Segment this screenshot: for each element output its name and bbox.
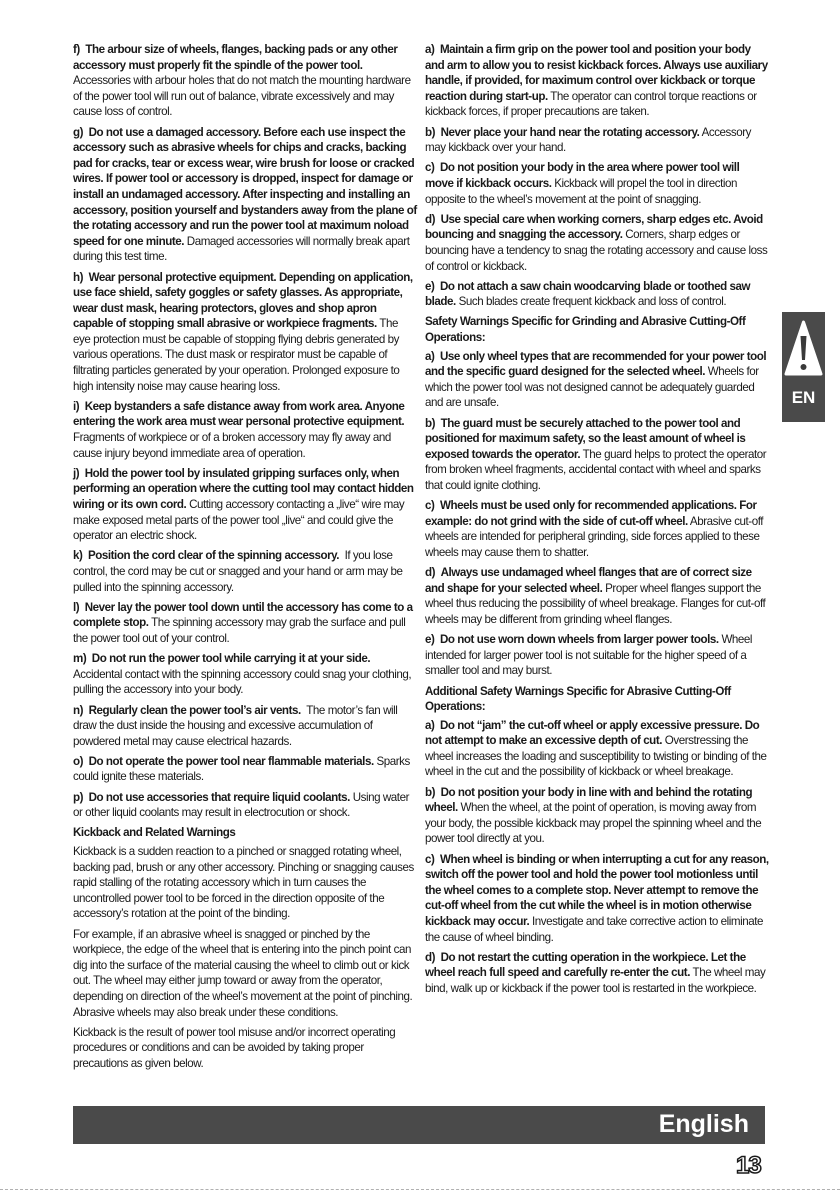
warning-bold-text: b) The guard must be securely attached to the power tool and positioned for maximum safety, so the least amount of wheel is exposed towards the operator. bbox=[425, 416, 746, 461]
warning-bold-text: d) Always use undamaged wheel flanges that are of correct size and shape for your selected wheel. bbox=[425, 566, 752, 595]
warning-bold-text: b) Do not position your body in line with and behind the rotating wheel. bbox=[425, 785, 753, 815]
warning-item bbox=[425, 416, 770, 494]
right-column bbox=[425, 42, 770, 1001]
warning-body-text: The operator can control torque reactions or kickback forces, if proper precautions are taken. bbox=[425, 89, 757, 119]
warning-bold-text: k) Position the cord clear of the spinning accessory. bbox=[73, 549, 340, 563]
footer-language: English bbox=[658, 1110, 749, 1138]
warning-bold-text: f) The arbour size of wheels, flanges, backing pads or any other accessory must properly fit the spindle of the power tool. bbox=[73, 43, 398, 72]
warning-item bbox=[425, 212, 770, 274]
warning-item bbox=[73, 790, 418, 821]
warning-body-text: Fragments of workpiece or of a broken accessory may fly away and cause injury beyond immediate area of operation. bbox=[73, 431, 391, 460]
warning-body-text: The spinning accessory may grab the surface and pull the power tool out of your control. bbox=[73, 616, 406, 645]
warning-body-text: Proper wheel flanges support the wheel thus reducing the possibility of wheel breakage. Flanges for cut-off wheels may be different from grinding wheel flanges. bbox=[425, 581, 766, 626]
warning-item bbox=[73, 42, 418, 120]
warning-body-text: Kickback is a sudden reaction to a pinched or snagged rotating wheel, backing pad, brush or any other accessory. Pinching or snagging causes rapid stalling of the rotating accessory which in turn causes the uncontrolled power tool to be forced in the direction opposite of the accessory’s rotation at the point of the binding. bbox=[73, 845, 414, 921]
warning-bold-text: Additional Safety Warnings Specific for Abrasive Cutting-Off Operations: bbox=[425, 684, 731, 714]
warning-item bbox=[73, 651, 418, 698]
warning-bold-text: l) Never lay the power tool down until the accessory has come to a complete stop. bbox=[73, 600, 413, 630]
warning-item bbox=[73, 270, 418, 395]
warning-bold-text: i) Keep bystanders a safe distance away from work area. Anyone entering the work area must wear personal protective equipment. bbox=[73, 399, 405, 429]
warning-item bbox=[425, 852, 770, 946]
warning-body-text: The motor’s fan will draw the dust inside the housing and excessive accumulation of powdered metal may cause electrical hazards. bbox=[73, 703, 398, 748]
warning-item bbox=[425, 160, 770, 207]
warning-item bbox=[425, 42, 770, 120]
warning-bold-text: c) Do not position your body in the area where power tool will move if kickback occurs. bbox=[425, 161, 740, 190]
warning-bold-text: p) Do not use accessories that require liquid coolants. bbox=[73, 790, 350, 804]
warning-bold-text: d) Do not restart the cutting operation in the workpiece. Let the wheel reach full speed and carefully re-enter the cut. bbox=[425, 950, 746, 980]
warning-item bbox=[425, 279, 770, 310]
warning-item bbox=[73, 466, 418, 544]
warning-body-text: Wheel intended for larger power tool is not suitable for the higher speed of a smaller tool and may burst. bbox=[425, 633, 753, 678]
section-heading bbox=[425, 314, 770, 345]
warning-body-text: Damaged accessories will normally break apart during this test time. bbox=[73, 234, 410, 264]
warning-bold-text: b) Never place your hand near the rotating accessory. bbox=[425, 125, 700, 139]
warning-bold-text: n) Regularly clean the power tool’s air vents. bbox=[73, 703, 301, 717]
warning-bold-text: o) Do not operate the power tool near flammable materials. bbox=[73, 754, 374, 768]
warning-body-text: Using water or other liquid coolants may result in electrocution or shock. bbox=[73, 790, 409, 820]
section-heading bbox=[425, 684, 770, 715]
warning-item bbox=[425, 125, 770, 156]
warning-bold-text: c) When wheel is binding or when interrupting a cut for any reason, switch off the power tool and hold the power tool motionless until the wheel comes to a complete stop. Never attempt to remove the cut-off wheel from the cut while the wheel is in motion otherwise kickback may occur. bbox=[425, 852, 769, 928]
warning-item bbox=[425, 498, 770, 560]
warning-bold-text: m) Do not run the power tool while carrying it at your side. bbox=[73, 652, 371, 666]
warning-body-text: Accessories with arbour holes that do not match the mounting hardware of the power tool will run out of balance, vibrate excessively and may cause loss of control. bbox=[73, 74, 411, 119]
warning-bold-text: Safety Warnings Specific for Grinding and Abrasive Cutting-Off Operations: bbox=[425, 315, 746, 345]
page-number: 13 bbox=[736, 1152, 761, 1179]
warning-bold-text: e) Do not attach a saw chain woodcarving blade or toothed saw blade. bbox=[425, 279, 751, 309]
body-paragraph bbox=[73, 844, 418, 922]
warning-body-text: Overstressing the wheel increases the loading and susceptibility to twisting or binding of the wheel in the cut and the possibility of kickback or wheel breakage. bbox=[425, 734, 767, 779]
warning-item bbox=[425, 950, 770, 997]
footer-bar bbox=[73, 1106, 765, 1144]
warning-body-text: Abrasive cut-off wheels are intended for peripheral grinding, side forces applied to these wheels may cause them to shatter. bbox=[425, 514, 764, 559]
warning-item bbox=[73, 548, 418, 595]
warning-item bbox=[73, 125, 418, 265]
warning-body-text: If you lose control, the cord may be cut or snagged and your hand or arm may be pulled into the spinning accessory. bbox=[73, 549, 403, 594]
warning-body-text: Corners, sharp edges or bouncing have a tendency to snag the rotating accessory and cause loss of control or kickback. bbox=[425, 228, 768, 273]
warning-item bbox=[425, 785, 770, 847]
warning-item bbox=[425, 718, 770, 780]
warning-body-text: Investigate and take corrective action to eliminate the cause of wheel binding. bbox=[425, 915, 763, 944]
warning-item bbox=[73, 600, 418, 647]
warning-item bbox=[73, 703, 418, 750]
warning-body-text: Accidental contact with the spinning accessory could snag your clothing, pulling the accessory into your body. bbox=[73, 667, 412, 697]
body-paragraph bbox=[73, 927, 418, 1021]
warning-bold-text: a) Maintain a firm grip on the power tool and position your body and arm to allow you to resist kickback forces. Always use auxiliary handle, if provided, for maximum control over kickback or torque reaction during start-up. bbox=[425, 43, 768, 103]
warning-body-text: Cutting accessory contacting a „live“ wire may make exposed metal parts of the power tool „live“ and could give the operator an electric shock. bbox=[73, 498, 405, 543]
body-paragraph bbox=[73, 1025, 418, 1072]
warning-bold-text: a) Do not “jam” the cut-off wheel or apply excessive pressure. Do not attempt to make an excessive depth of cut. bbox=[425, 718, 760, 748]
warning-bold-text: h) Wear personal protective equipment. Depending on application, use face shield, safety goggles or safety glasses. As appropriate, wear dust mask, hearing protectors, gloves and shop apron capable of stopping small abrasive or workpiece fragments. bbox=[73, 270, 413, 331]
warning-bold-text: j) Hold the power tool by insulated gripping surfaces only, when performing an operation where the cutting tool may contact hidden wiring or its own cord. bbox=[73, 466, 414, 511]
warning-body-text: For example, if an abrasive wheel is snagged or pinched by the workpiece, the edge of the wheel that is entering into the pinch point can dig into the surface of the material causing the wheel to climb out or kick out. The wheel may either jump toward or away from the operator, depending on direction of the wheel’s movement at the point of pinching. Abrasive wheels may also break under these conditions. bbox=[73, 927, 413, 1019]
warning-item bbox=[73, 754, 418, 785]
warning-bold-text: a) Use only wheel types that are recommended for your power tool and the specific guard designed for the selected wheel. bbox=[425, 349, 767, 379]
warning-body-text: Such blades create frequent kickback and loss of control. bbox=[455, 295, 727, 309]
warning-bold-text: g) Do not use a damaged accessory. Before each use inspect the accessory such as abrasive wheels for chips and cracks, backing pad for cracks, tear or excess wear, wire brush for loose or cracked wires. If power tool or accessory is dropped, inspect for damage or install an undamaged accessory. After inspecting and installing an accessory, position yourself and bystanders away from the plane of the rotating accessory and run the power tool at maximum noload speed for one minute. bbox=[73, 125, 417, 248]
warning-body-text: The guard helps to protect the operator from broken wheel fragments, accidental contact with wheel and sparks that could ignite clothing. bbox=[425, 447, 767, 492]
warning-body-text: Sparks could ignite these materials. bbox=[73, 754, 410, 784]
warning-body-text: The eye protection must be capable of stopping flying debris generated by various operations. The dust mask or respirator must be capable of filtrating particles generated by your operation. Prolonged exposure to high intensity noise may cause hearing loss. bbox=[73, 317, 400, 393]
side-tab-label: EN bbox=[791, 388, 816, 407]
warning-item bbox=[425, 632, 770, 679]
warning-bold-text: c) Wheels must be used only for recommended applications. For example: do not grind with the side of cut-off wheel. bbox=[425, 499, 757, 528]
warning-bold-text: e) Do not use worn down wheels from larger power tools. bbox=[425, 633, 719, 647]
warning-body-text: The wheel may bind, walk up or kickback if the power tool is restarted in the workpiece. bbox=[425, 966, 766, 995]
bottom-divider bbox=[0, 1189, 840, 1190]
left-column bbox=[73, 42, 418, 1076]
language-side-tab bbox=[782, 312, 825, 422]
warning-body-text: Kickback is the result of power tool misuse and/or incorrect operating procedures or conditions and can be avoided by taking proper precautions as given below. bbox=[73, 1025, 396, 1070]
warning-bold-text: d) Use special care when working corners, sharp edges etc. Avoid bouncing and snagging the accessory. bbox=[425, 212, 763, 242]
warning-body-text: Accessory may kickback over your hand. bbox=[425, 125, 752, 155]
warning-item bbox=[73, 399, 418, 461]
warning-body-text: When the wheel, at the point of operation, is moving away from your body, the possible kickback may propel the spinning wheel and the power tool directly at you. bbox=[425, 801, 762, 846]
warning-body-text: Wheels for which the power tool was not designed cannot be adequately guarded and are unsafe. bbox=[425, 365, 759, 410]
section-heading bbox=[73, 825, 418, 841]
warning-item bbox=[425, 349, 770, 411]
warning-item bbox=[425, 565, 770, 627]
warning-body-text: Kickback will propel the tool in direction opposite to the wheel’s movement at the point of snagging. bbox=[425, 176, 738, 206]
warning-bold-text: Kickback and Related Warnings bbox=[73, 826, 236, 840]
